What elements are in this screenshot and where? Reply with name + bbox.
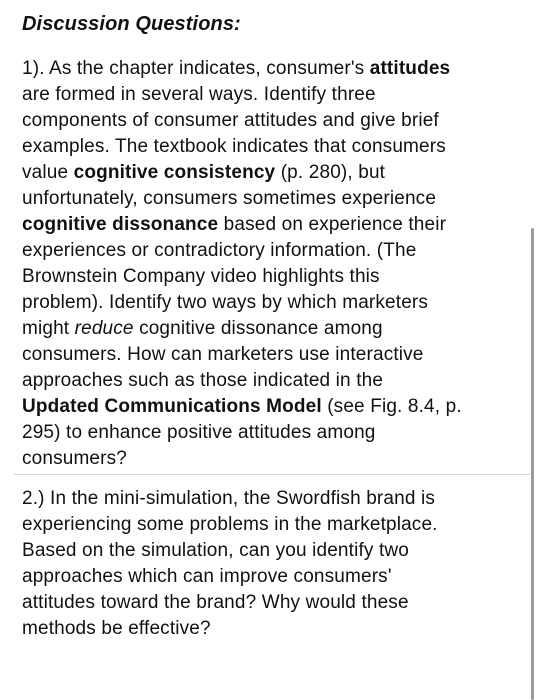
question-1-line — [22, 56, 522, 82]
text-run: 1). As the chapter indicates, consumer's — [22, 58, 370, 79]
text-run: might — [22, 318, 75, 339]
vertical-scrollbar[interactable] — [531, 228, 534, 700]
page-title: Discussion Questions: — [22, 13, 241, 35]
text-run: based on experience their — [218, 214, 447, 235]
question-2 — [22, 486, 522, 642]
question-1-line: problem). Identify two ways by which marketers — [22, 292, 429, 313]
text-run: (see Fig. 8.4, p. — [321, 396, 462, 417]
question-2-line: experiencing some problems in the marketplace. — [22, 514, 438, 535]
question-1-line — [22, 394, 522, 420]
question-1-line — [22, 316, 522, 342]
question-2-line: 2.) In the mini-simulation, the Swordfish brand is — [22, 488, 436, 509]
bold-term-cognitive-dissonance: cognitive dissonance — [22, 214, 219, 235]
question-1 — [22, 56, 522, 472]
question-1-line: examples. The textbook indicates that consumers — [22, 136, 446, 157]
bold-term-updated-communications-model: Updated Communications Model — [22, 396, 322, 417]
question-1-line: approaches such as those indicated in the — [22, 370, 384, 391]
bold-term-cognitive-consistency: cognitive consistency — [73, 162, 276, 183]
bold-term-attitudes: attitudes — [369, 58, 451, 79]
question-1-line — [22, 160, 522, 186]
question-1-line: 295) to enhance positive attitudes among — [22, 422, 376, 443]
question-2-line: attitudes toward the brand? Why would these — [22, 592, 409, 613]
text-run: cognitive dissonance among — [133, 318, 383, 339]
question-1-line: Brownstein Company video highlights this — [22, 266, 380, 287]
question-2-line: Based on the simulation, can you identify two — [22, 540, 409, 561]
question-1-line: unfortunately, consumers sometimes experience — [22, 188, 437, 209]
text-run: (p. 280), but — [275, 162, 386, 183]
question-1-line — [22, 212, 522, 238]
text-run: value — [22, 162, 74, 183]
question-1-line: components of consumer attitudes and give brief — [22, 110, 439, 131]
italic-term-reduce: reduce — [74, 318, 134, 339]
question-1-line: consumers. How can marketers use interactive — [22, 344, 424, 365]
question-1-line: experiences or contradictory information. (The — [22, 240, 417, 261]
question-2-line: approaches which can improve consumers' — [22, 566, 392, 587]
section-divider — [14, 474, 530, 475]
question-1-line: consumers? — [22, 448, 127, 469]
question-1-line: are formed in several ways. Identify three — [22, 84, 376, 105]
question-2-line: methods be effective? — [22, 618, 211, 639]
